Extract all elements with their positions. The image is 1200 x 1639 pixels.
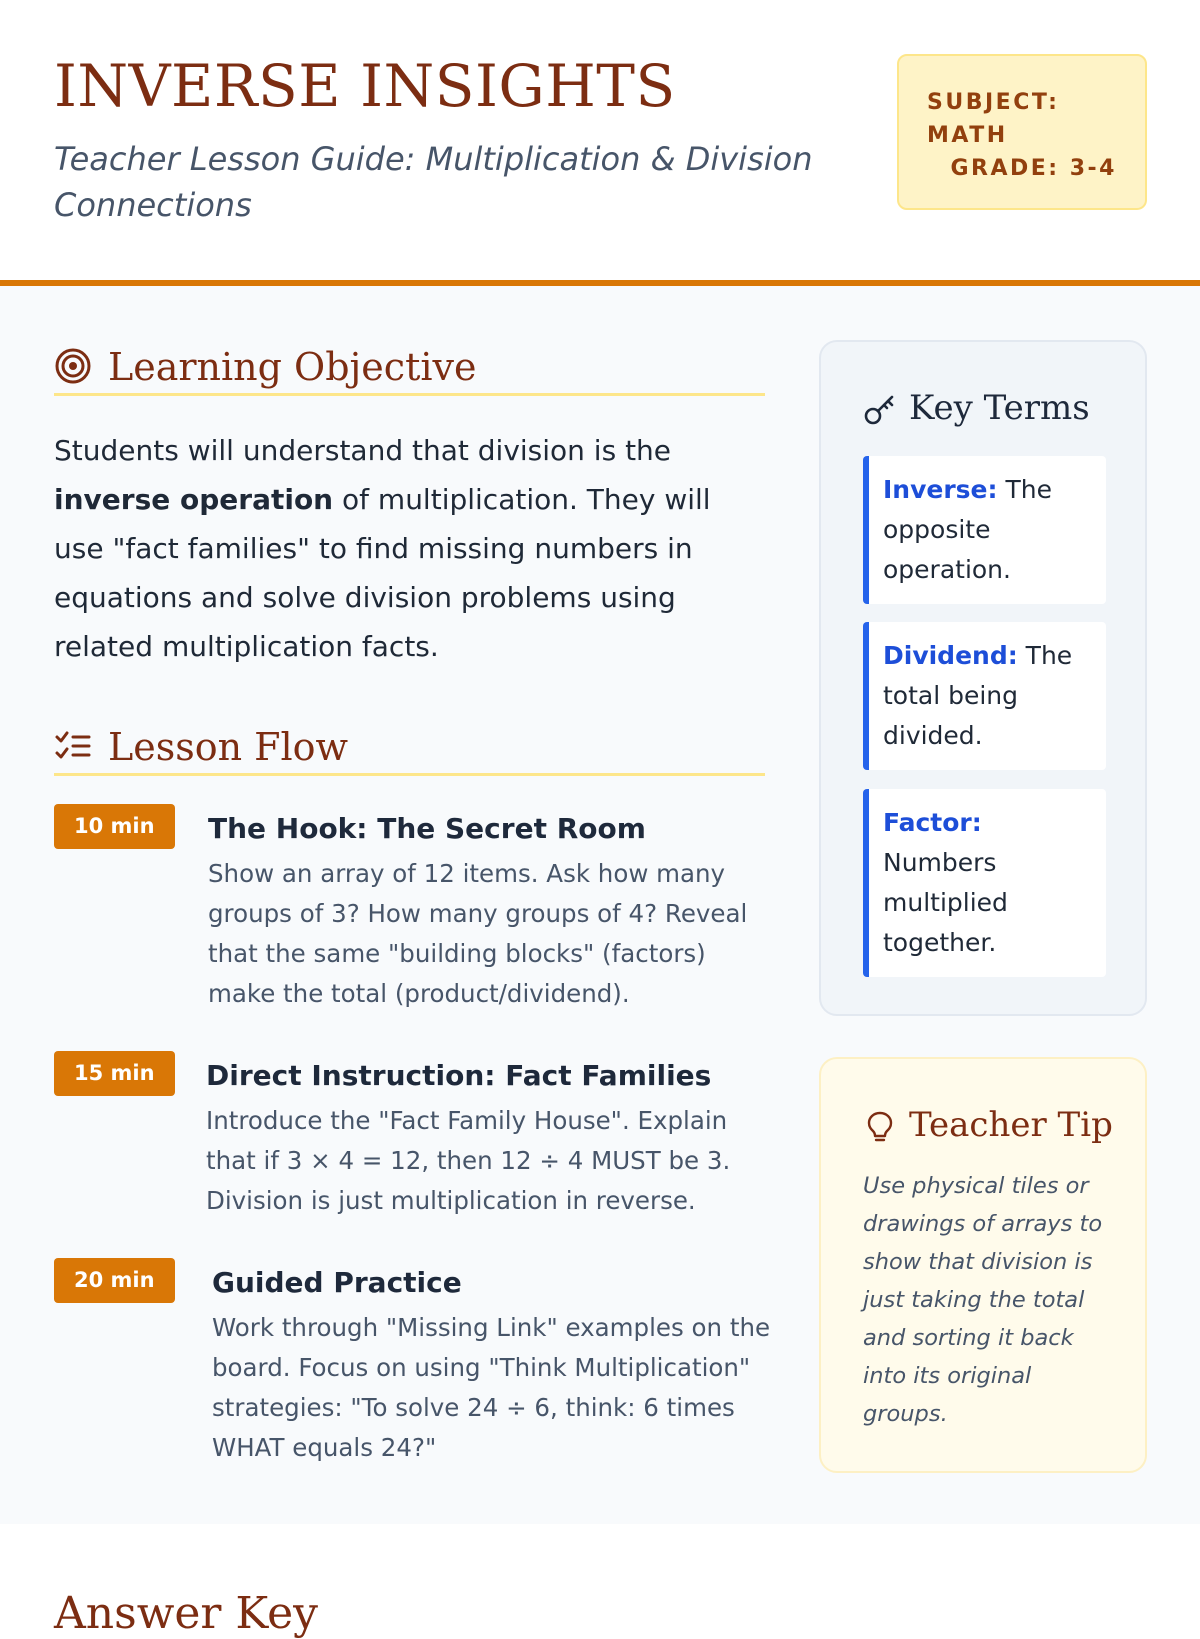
subject-grade-badge: [897, 54, 1147, 210]
lesson-flow-heading-text: Lesson Flow: [108, 725, 349, 769]
objective-heading: [54, 332, 765, 396]
term-name: Dividend:: [883, 641, 1018, 670]
lesson-flow-heading: [54, 712, 765, 776]
page-title: INVERSE INSIGHTS: [54, 52, 676, 120]
objective-text-start: Students will understand that division is the: [54, 434, 672, 467]
lesson-flow-item: [54, 1258, 771, 1468]
page-subtitle: Teacher Lesson Guide: Multiplication & Division Connections: [54, 140, 813, 224]
term-name: Inverse:: [883, 475, 998, 504]
objective-text: [54, 426, 765, 671]
objective-heading-text: Learning Objective: [108, 345, 477, 389]
teacher-tip-heading-text: Teacher Tip: [909, 1105, 1113, 1145]
answer-key-heading: Answer Key: [54, 1588, 318, 1639]
key-terms-heading-text: Key Terms: [909, 388, 1090, 428]
target-icon: [54, 345, 92, 385]
page-header: [0, 0, 1200, 286]
objective-text-end: of multiplication. They will use "fact families" to find missing numbers in equations and solve division problems using related multiplication facts.: [54, 483, 711, 663]
flow-item-description: Introduce the "Fact Family House". Explain that if 3 × 4 = 12, then 12 ÷ 4 MUST be 3. Division is just multiplication in reverse.: [206, 1106, 731, 1215]
answer-key-section: [0, 1524, 1200, 1639]
teacher-tip-card: [819, 1057, 1147, 1473]
time-badge: 10 min: [54, 804, 175, 849]
flow-item-description: Show an array of 12 items. Ask how many groups of 3? How many groups of 4? Reveal that the same "building blocks" (factors) make the total (product/dividend).: [208, 859, 748, 1008]
lesson-flow-item: [54, 804, 765, 1014]
term-definition: The opposite operation.: [883, 475, 1052, 584]
time-badge: 15 min: [54, 1051, 175, 1096]
key-term-inverse: [863, 456, 1106, 604]
badge-grade: GRADE: 3-4: [950, 156, 1117, 181]
flow-item-description: Work through "Missing Link" examples on the board. Focus on using "Think Multiplication" strategies: "To solve 24 ÷ 6, think: 6 times WHAT equals 24?": [212, 1313, 771, 1462]
objective-bold-term: inverse operation: [54, 483, 334, 516]
lesson-flow-item: [54, 1051, 765, 1221]
key-term-factor: [863, 789, 1106, 977]
flow-item-title: Guided Practice: [212, 1266, 462, 1299]
key-icon: [863, 392, 897, 428]
term-definition: The total being divided.: [883, 641, 1073, 750]
lightbulb-icon: [863, 1109, 897, 1145]
teacher-tip-text: Use physical tiles or drawings of arrays to show that division is just taking the total and sorting it back into its original groups.: [863, 1173, 1103, 1427]
term-name: Factor:: [883, 808, 982, 837]
badge-subject: SUBJECT: MATH: [927, 90, 1060, 148]
checklist-icon: [54, 725, 92, 765]
term-definition: Numbers multiplied together.: [883, 848, 1008, 957]
key-term-dividend: [863, 622, 1106, 770]
time-badge: 20 min: [54, 1258, 175, 1303]
key-terms-card: [819, 340, 1147, 1016]
flow-item-title: Direct Instruction: Fact Families: [206, 1059, 712, 1092]
flow-item-title: The Hook: The Secret Room: [208, 812, 646, 845]
